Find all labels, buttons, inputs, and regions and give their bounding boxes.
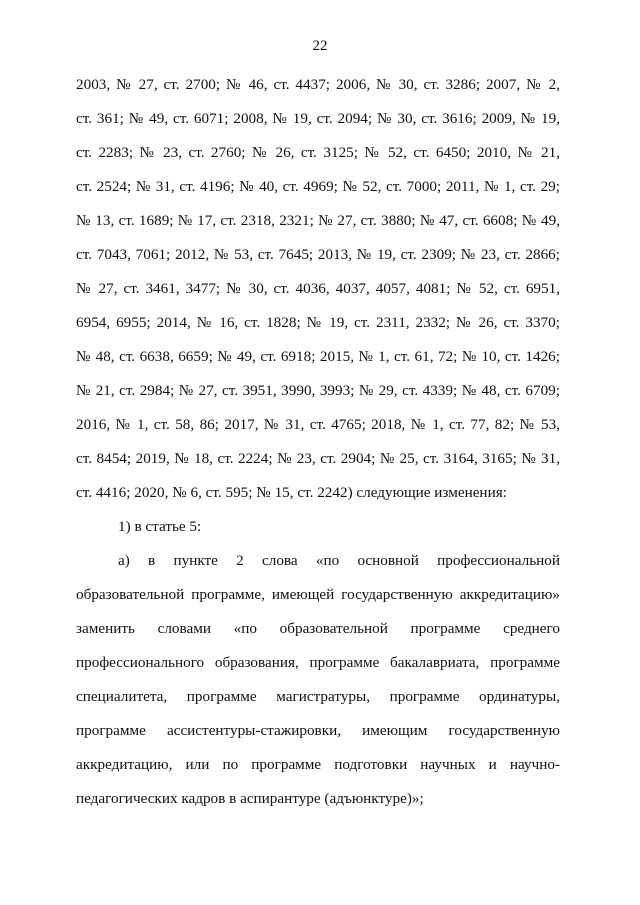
text-line: ст. 2524; № 31, ст. 4196; № 40, ст. 4969; № 52, ст. 7000; 2011, № 1, ст. 29; [76,178,560,195]
text-line: ст. 4416; 2020, № 6, ст. 595; № 15, ст. 2242) следующие изменения: [76,484,507,501]
text-line: ст. 7043, 7061; 2012, № 53, ст. 7645; 2013, № 19, ст. 2309; № 23, ст. 2866; [76,246,560,263]
text-line: ст. 2283; № 23, ст. 2760; № 26, ст. 3125; № 52, ст. 6450; 2010, № 21, [76,144,560,161]
text-line: заменить словами «по образовательной программе среднего [76,620,560,637]
text-line: образовательной программе, имеющей государственную аккредитацию» [76,586,560,603]
text-line: № 13, ст. 1689; № 17, ст. 2318, 2321; № 27, ст. 3880; № 47, ст. 6608; № 49, [76,212,560,229]
text-line: 1) в статье 5: [118,518,202,535]
text-line: аккредитацию, или по программе подготовки научных и научно- [76,756,560,773]
text-line: профессионального образования, программе бакалавриата, программе [76,654,560,671]
text-line: 2016, № 1, ст. 58, 86; 2017, № 31, ст. 4765; 2018, № 1, ст. 77, 82; № 53, [76,416,560,433]
text-line: а) в пункте 2 слова «по основной профессиональной [118,552,560,569]
text-line: педагогических кадров в аспирантуре (адъюнктуре)»; [76,790,424,807]
text-line: № 48, ст. 6638, 6659; № 49, ст. 6918; 2015, № 1, ст. 61, 72; № 10, ст. 1426; [76,348,560,365]
text-line: 6954, 6955; 2014, № 16, ст. 1828; № 19, ст. 2311, 2332; № 26, ст. 3370; [76,314,560,331]
text-line: ст. 361; № 49, ст. 6071; 2008, № 19, ст. 2094; № 30, ст. 3616; 2009, № 19, [76,110,560,127]
text-line: 2003, № 27, ст. 2700; № 46, ст. 4437; 2006, № 30, ст. 3286; 2007, № 2, [76,76,560,93]
text-line: № 21, ст. 2984; № 27, ст. 3951, 3990, 3993; № 29, ст. 4339; № 48, ст. 6709; [76,382,560,399]
text-line: ст. 8454; 2019, № 18, ст. 2224; № 23, ст. 2904; № 25, ст. 3164, 3165; № 31, [76,450,560,467]
text-line: специалитета, программе магистратуры, программе ординатуры, [76,688,560,705]
text-line: № 27, ст. 3461, 3477; № 30, ст. 4036, 4037, 4057, 4081; № 52, ст. 6951, [76,280,560,297]
page-number: 22 [312,38,328,54]
text-line: программе ассистентуры-стажировки, имеющим государственную [76,722,560,739]
